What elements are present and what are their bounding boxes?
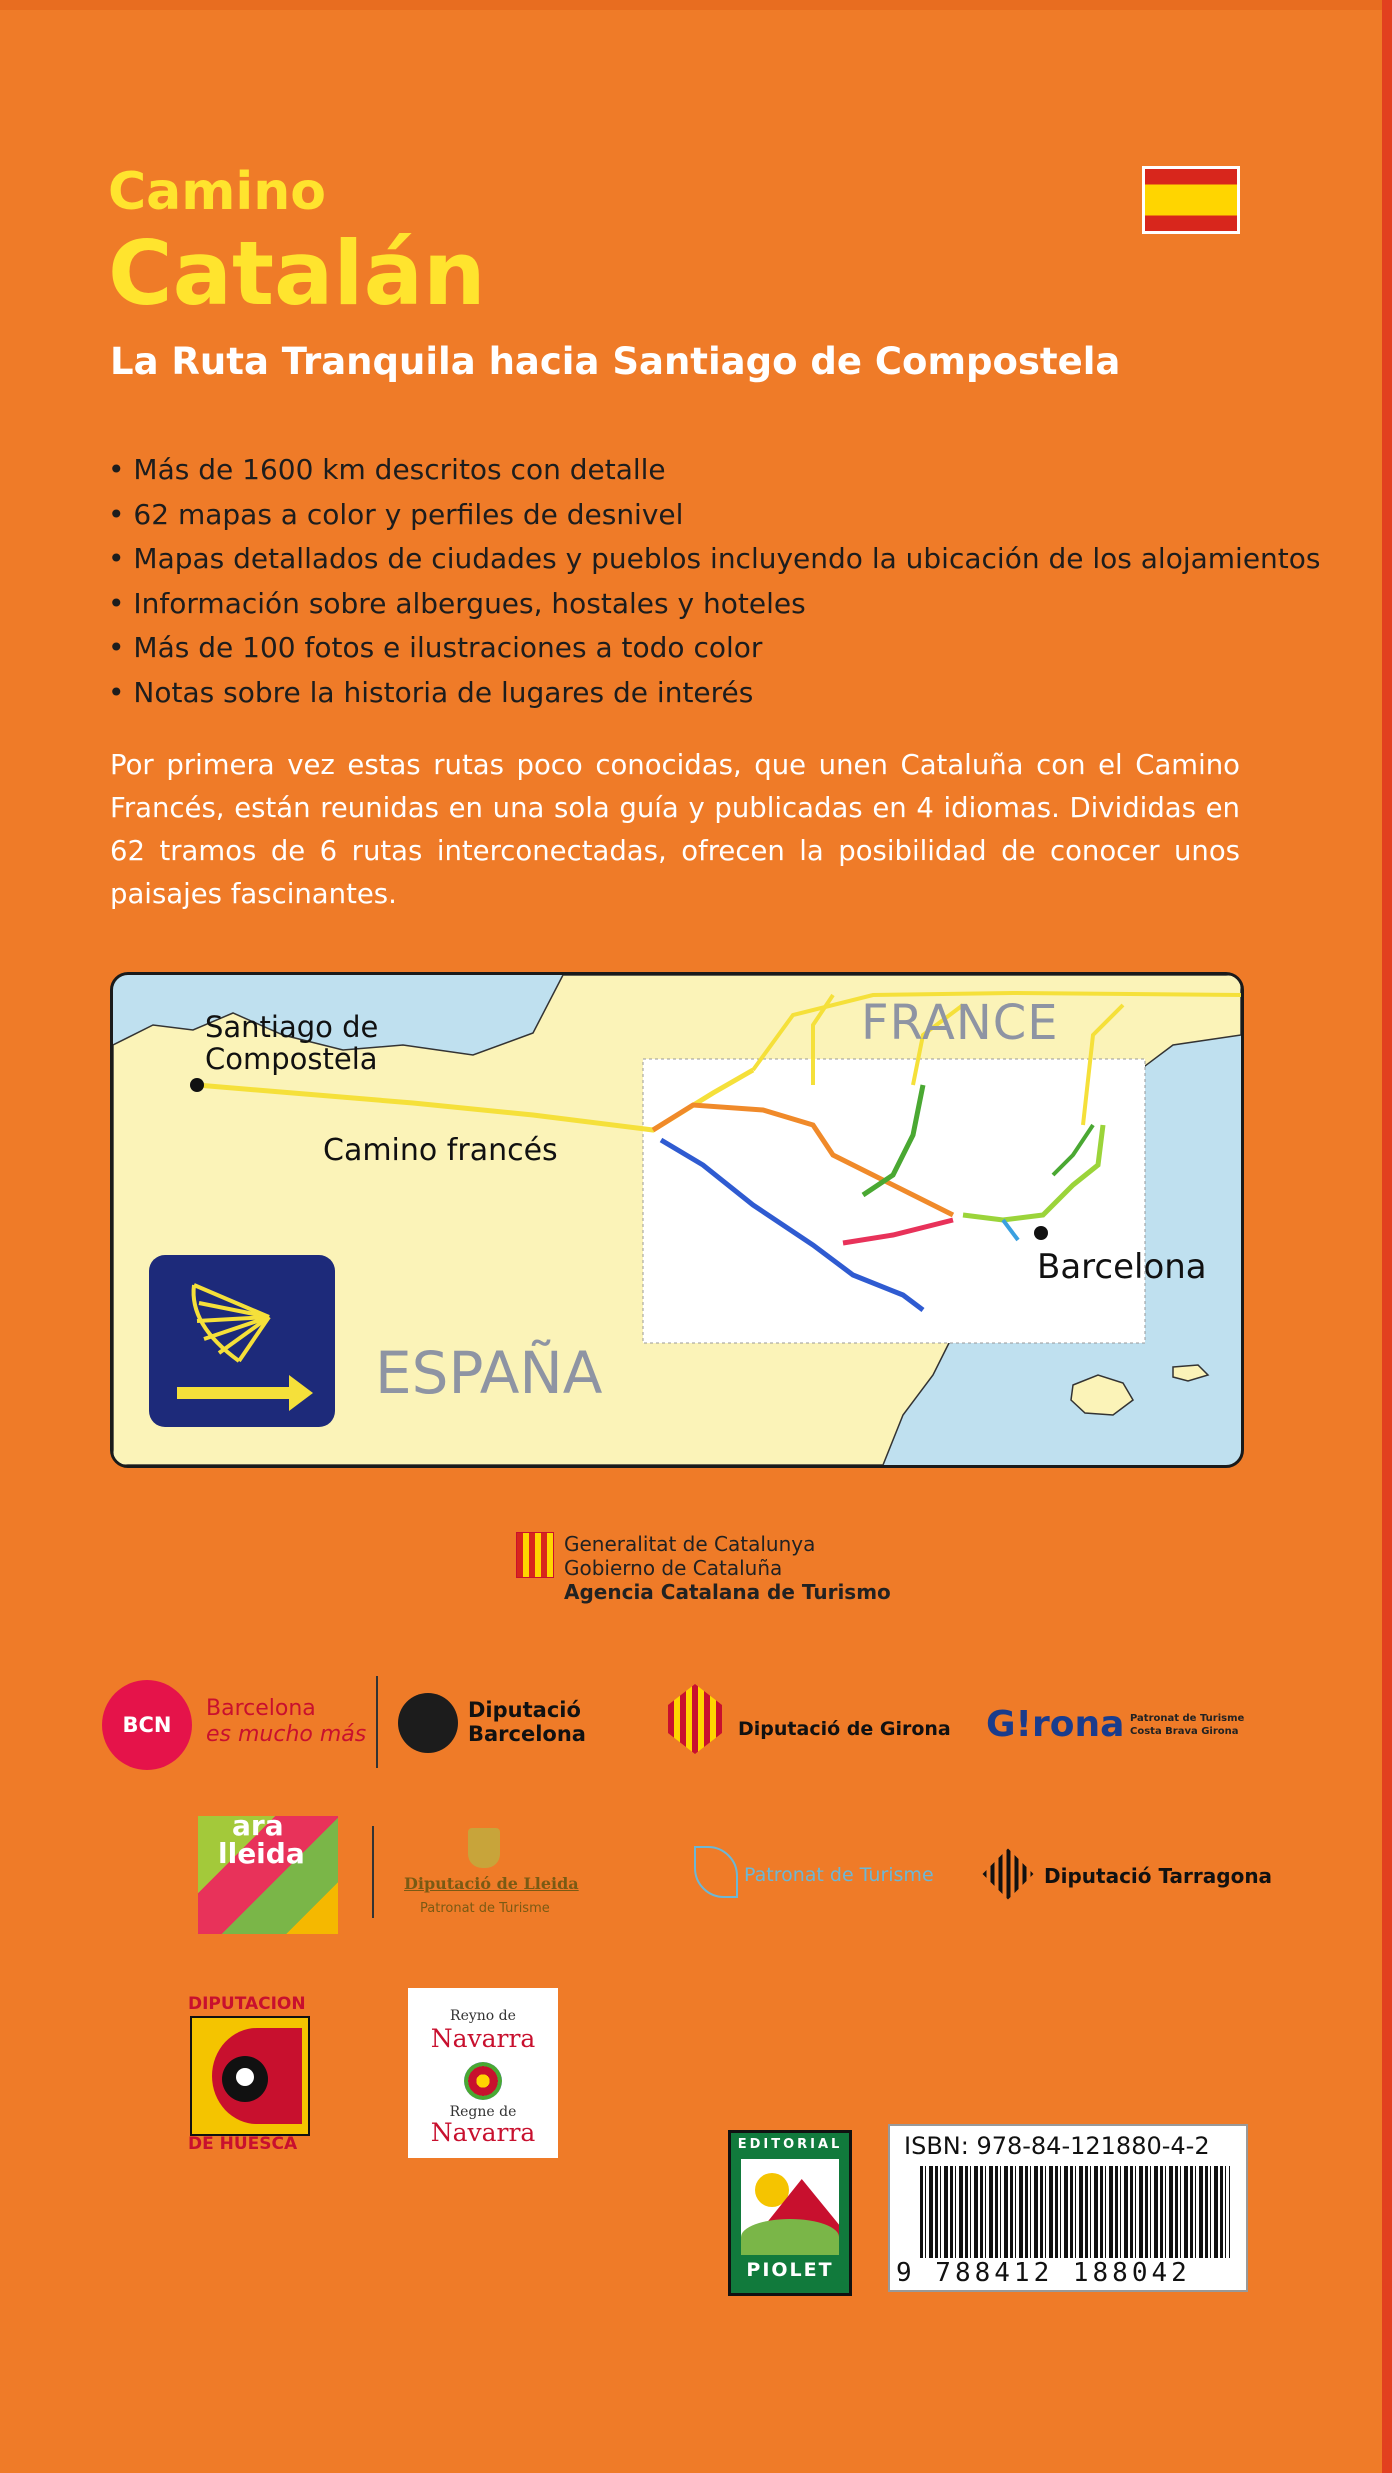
generalitat-line: Generalitat de Catalunya [564,1532,816,1556]
navarra-line: Navarra [430,2118,536,2147]
dipb-line: Diputació [468,1698,581,1722]
navarra-line: Reyno de [450,2008,516,2024]
bcn-tagline: es mucho más [206,1722,367,1747]
diputacio-barcelona-icon [398,1693,458,1753]
girona-sub-line: Costa Brava Girona [1130,1726,1239,1737]
isbn-label: ISBN: 978-84-121880-4-2 [904,2132,1210,2160]
feature-item: • Notas sobre la historia de lugares de interés [108,671,1321,716]
logo-divider [372,1826,374,1918]
feature-item: • 62 mapas a color y perfiles de desnivel [108,493,1321,538]
piolet-logo [728,2130,852,2296]
piolet-mountain-icon [741,2159,839,2255]
spain-flag-icon [1142,166,1240,234]
santiago-marker [190,1078,204,1092]
description-paragraph: Por primera vez estas rutas poco conocidas, que unen Cataluña con el Camino Francés, están reunidas en una sola guía y publicadas en 4 idiomas. Divididas en 62 tramos de 6 rutas interconectadas, ofrecen la posibilidad de conocer unos paisajes fascinantes. [110,749,1240,910]
diputacio-tarragona-text: Diputació Tarragona [1044,1864,1273,1888]
piolet-name: PIOLET [746,2259,834,2281]
feature-item: • Más de 1600 km descritos con detalle [108,448,1321,493]
girona-sub-line: Patronat de Turisme [1130,1713,1245,1724]
bcn-name: Barcelona [206,1696,316,1721]
isbn-barcode [888,2124,1248,2292]
camino-shell-icon [149,1255,335,1427]
lleida-line: lleida [218,1837,305,1870]
diputacio-girona-text: Diputació de Girona [738,1718,951,1740]
logo-divider [376,1676,378,1768]
girona-sub [1130,1712,1244,1738]
catalonia-inset [643,1059,1145,1343]
navarra-emblem-icon [464,2062,502,2100]
huesca-bottom-text: DE HUESCA [188,2134,298,2154]
huesca-logo-icon [190,2016,310,2136]
huesca-top-text: DIPUTACION [188,1994,306,2014]
diputacio-tarragona-icon [983,1849,1034,1900]
ara-line: ara [232,1809,284,1842]
mallorca-island [1071,1375,1133,1415]
diputacio-lleida-sub: Patronat de Turisme [420,1901,550,1916]
navarra-logo [408,1988,558,2158]
map-label-camino: Camino francés [323,1133,558,1168]
diputacio-lleida-text: Diputació de Lleida [404,1874,579,1893]
bcn-text [206,1696,366,1748]
patronat-leaf-icon [694,1846,738,1898]
girona-logo: G!rona [986,1704,1125,1745]
diputacio-girona-icon [668,1684,722,1754]
barcode-bars [920,2166,1230,2258]
map-label-espana: ESPAÑA [375,1339,603,1407]
feature-item: • Mapas detallados de ciudades y pueblos incluyendo la ubicación de los alojamientos [108,537,1321,582]
diputacio-barcelona-text [468,1698,586,1746]
cover-top-edge [0,0,1392,10]
navarra-line: Navarra [430,2024,536,2053]
menorca-island [1173,1365,1208,1381]
map-label-france: FRANCE [861,995,1059,1051]
ara-lleida-text [204,1809,305,1870]
piolet-top-text: EDITORIAL [737,2137,843,2152]
feature-item: • Más de 100 fotos e ilustraciones a todo color [108,626,1321,671]
map-label-barcelona: Barcelona [1037,1247,1207,1287]
generalitat-line: Gobierno de Cataluña [564,1556,783,1580]
isbn-digits: 9 788412 188042 [896,2258,1191,2288]
generalitat-text [564,1532,891,1604]
cover-spine-edge [1382,0,1392,2473]
diputacio-lleida-crest-icon [468,1828,500,1868]
feature-list [108,448,1321,715]
title-line-2: Catalán [108,222,486,325]
title-line-1: Camino [108,162,327,222]
bcn-logo: BCN [102,1680,192,1770]
route-map [110,972,1244,1468]
map-label-santiago: Santiago de Compostela [205,1010,379,1076]
navarra-line: Regne de [449,2104,517,2120]
patronat-text: Patronat de Turisme [744,1864,934,1886]
subtitle: La Ruta Tranquila hacia Santiago de Compostela [110,340,1121,383]
generalitat-logo-icon [516,1532,554,1578]
barcelona-marker [1034,1226,1048,1240]
dipb-line: Barcelona [468,1722,586,1746]
feature-item: • Información sobre albergues, hostales y hoteles [108,582,1321,627]
generalitat-line: Agencia Catalana de Turismo [564,1580,891,1604]
